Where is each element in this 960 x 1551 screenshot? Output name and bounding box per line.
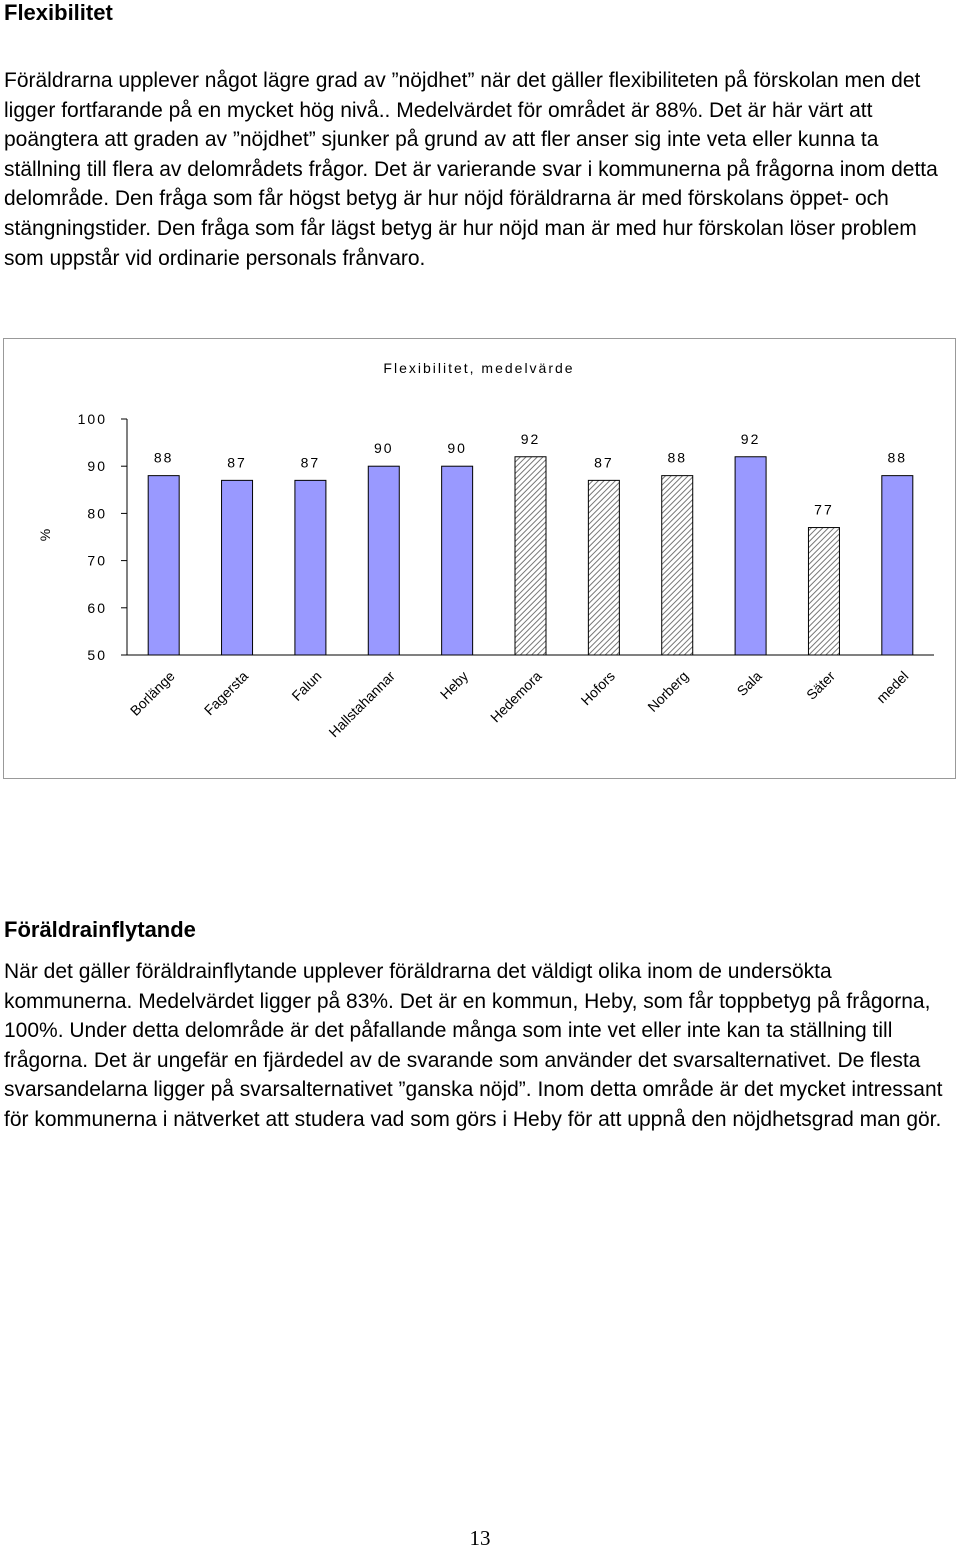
y-tick-label: 100 [77,411,107,427]
bar-fagersta [222,480,253,655]
bar-falun [295,480,326,655]
data-label: 90 [373,440,394,457]
data-label: 87 [227,454,247,471]
category-label: Borlänge [126,667,178,719]
section-paragraph-flexibilitet: Föräldrarna upplever något lägre grad av ”nöjdhet” när det gäller flexibiliteten på förskolan men det ligger fortfarande på en mycket hög nivå.. Medelvärdet för området är 88%. Det är här värt att poängtera att graden av ”nöjdhet” sjunker på grund av att fler anser sig inte veta eller kunna ta ställning till flera av delområdets frågor. Det är varierande svar i kommunerna på frågorna inom detta delområde. Den fråga som får högst betyg är hur nöjd föräldrarna är med förskolans öppet- och stängningstider. Den fråga som får lägst betyg är hur nöjd man är med hur förskolan löser problem som uppstår vid ordinarie personals frånvaro. [4,69,938,270]
data-label: 87 [300,454,321,471]
y-tick-label: 50 [87,647,107,663]
category-labels-group [127,668,912,741]
bar-chart [3,338,956,779]
category-label: Hedemora [487,667,545,726]
data-label: 92 [740,430,761,447]
data-label: 92 [520,430,541,447]
category-label: Falun [288,667,325,704]
bar-sala [735,457,766,655]
section-heading-foraldrainflytande: Föräldrainflytande [4,917,196,942]
bar-borlänge [148,476,179,655]
category-label: Hallstahannar [325,667,398,741]
chart-canvas [4,339,955,778]
category-label: Sala [733,667,765,699]
bar-heby [442,466,473,655]
data-label: 90 [447,440,467,457]
category-label: Hofors [577,667,618,709]
data-label: 87 [594,454,614,471]
data-label: 88 [667,449,688,466]
y-tick-label: 70 [87,552,107,569]
category-label: Heby [436,667,472,703]
chart-title: Flexibilitet, medelvärde [383,360,575,376]
bars-group [148,457,913,655]
data-label: 88 [153,449,174,466]
bar-hedemora [515,457,546,655]
category-label: Säter [803,667,839,703]
y-axis-label: % [37,528,53,542]
y-axis-ticks [78,411,127,663]
category-label: medel [873,667,912,707]
y-tick-label: 90 [87,458,107,475]
bar-norberg [662,476,693,655]
category-label: Norberg [644,667,692,715]
section-heading-flexibilitet: Flexibilitet [4,0,113,25]
data-label: 88 [887,449,908,466]
bar-medel [882,476,913,655]
bar-säter [808,528,839,655]
page-number: 13 [469,1526,491,1550]
section-paragraph-foraldrainflytande: När det gäller föräldrainflytande upplever föräldrarna det väldigt olika inom de undersökta kommunerna. Medelvärdet ligger på 83%. Det är en kommun, Heby, som får toppbetyg på frågorna, 100%. Under detta delområde är det påfallande många som inte vet eller inte kan ta ställning till frågorna. Det är ungefär en fjärdedel av de svarande som använder det svarsalternativet. De flesta svarsandelarna ligger på svarsalternativet ”ganska nöjd”. Inom detta område är det mycket intressant för kommunerna i nätverket att studera vad som görs i Heby för att uppnå den nöjdhetsgrad man gör. [4,960,943,1131]
data-label: 77 [814,501,834,518]
bar-hallstahannar [368,466,399,655]
category-label: Fagersta [200,667,252,719]
bar-hofors [588,480,619,655]
y-tick-label: 60 [87,599,107,616]
y-tick-label: 80 [87,505,107,522]
